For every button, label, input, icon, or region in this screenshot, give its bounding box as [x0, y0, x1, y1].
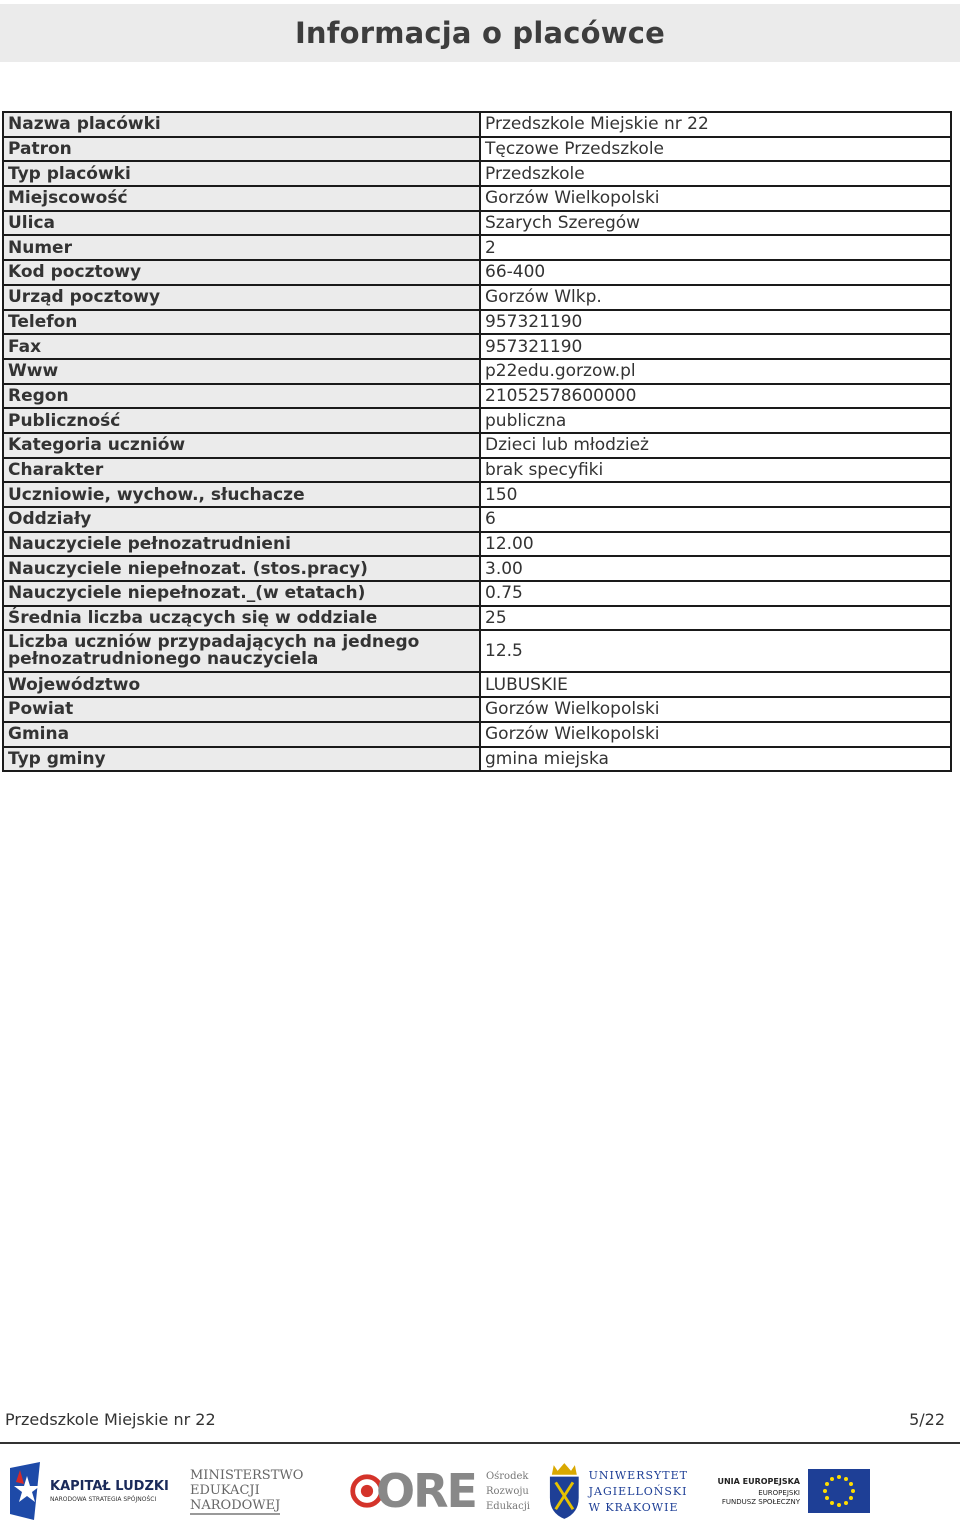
table-row [3, 433, 951, 458]
row-value: gmina miejska [480, 747, 951, 772]
table-row [3, 285, 951, 310]
table-row [3, 408, 951, 433]
footer-divider [0, 1442, 960, 1444]
men-logo [190, 1458, 320, 1524]
row-value: 12.5 [480, 630, 951, 672]
table-row [3, 235, 951, 260]
kapital-ludzki-logo [10, 1458, 170, 1524]
info-table [2, 111, 952, 772]
table-row [3, 334, 951, 359]
row-label: Urząd pocztowy [3, 285, 480, 310]
row-value: Dzieci lub młodzież [480, 433, 951, 458]
row-value: 12.00 [480, 532, 951, 557]
row-value: Gorzów Wielkopolski [480, 697, 951, 722]
row-value: Szarych Szeregów [480, 211, 951, 236]
row-label: Województwo [3, 672, 480, 697]
row-value: Przedszkole [480, 161, 951, 186]
table-row [3, 722, 951, 747]
ore-logo [350, 1458, 530, 1524]
row-label: Fax [3, 334, 480, 359]
table-row [3, 482, 951, 507]
uj-line-3: W KRAKOWIE [588, 1500, 679, 1514]
ore-line-1: Ośrodek [485, 1470, 529, 1482]
row-value: Gorzów Wielkopolski [480, 722, 951, 747]
row-label: Średnia liczba uczących się w oddziale [3, 606, 480, 631]
row-label: Nauczyciele pełnozatrudnieni [3, 532, 480, 557]
table-row [3, 211, 951, 236]
men-line-2: EDUKACJI [190, 1482, 260, 1498]
eu-logo [706, 1458, 871, 1524]
page-number: 5/22 [909, 1410, 945, 1429]
eu-line-3: FUNDUSZ SPOŁECZNY [721, 1497, 800, 1506]
row-value: 150 [480, 482, 951, 507]
row-label: Nauczyciele niepełnozat._(w etatach) [3, 581, 480, 606]
row-label: Regon [3, 384, 480, 409]
ore-line-2: Rozwoju [485, 1485, 529, 1497]
row-label: Www [3, 359, 480, 384]
title-bar [0, 4, 960, 62]
row-label: Numer [3, 235, 480, 260]
page-title: Informacja o placówce [294, 16, 666, 50]
row-value: 6 [480, 507, 951, 532]
uj-logo [548, 1458, 688, 1524]
row-value: Przedszkole Miejskie nr 22 [480, 112, 951, 137]
men-line-1: MINISTERSTWO [190, 1467, 304, 1483]
uj-line-2: JAGIELLOŃSKI [588, 1484, 688, 1498]
www-link[interactable]: p22edu.gorzow.pl [480, 359, 951, 384]
table-row [3, 697, 951, 722]
eu-line-2: EUROPEJSKI [758, 1488, 800, 1497]
row-value: 2 [480, 235, 951, 260]
row-label: Uczniowie, wychow., słuchacze [3, 482, 480, 507]
row-label: Oddziały [3, 507, 480, 532]
table-row [3, 112, 951, 137]
row-label: Typ gminy [3, 747, 480, 772]
table-row [3, 458, 951, 483]
table-row [3, 260, 951, 285]
ore-mark: ORE [375, 1464, 476, 1518]
table-row [3, 186, 951, 211]
table-row [3, 359, 951, 384]
row-label: Ulica [3, 211, 480, 236]
row-label: Nazwa placówki [3, 112, 480, 137]
row-label: Telefon [3, 310, 480, 335]
table-row [3, 532, 951, 557]
table-row [3, 137, 951, 162]
uj-line-1: UNIWERSYTET [588, 1468, 688, 1482]
row-value: 3.00 [480, 556, 951, 581]
row-label: Patron [3, 137, 480, 162]
row-label: Powiat [3, 697, 480, 722]
men-line-3: NARODOWEJ [190, 1497, 281, 1513]
row-label: Miejscowość [3, 186, 480, 211]
table-row [3, 310, 951, 335]
row-value: 0.75 [480, 581, 951, 606]
row-label: Charakter [3, 458, 480, 483]
page-footer [5, 1410, 945, 1429]
table-row [3, 556, 951, 581]
row-value: 957321190 [480, 334, 951, 359]
row-label: Publiczność [3, 408, 480, 433]
table-row [3, 507, 951, 532]
eu-line-1: UNIA EUROPEJSKA [717, 1476, 800, 1486]
row-value: Gorzów Wielkopolski [480, 186, 951, 211]
row-value: 25 [480, 606, 951, 631]
eu-flag-icon [808, 1469, 870, 1513]
table-row [3, 606, 951, 631]
row-value: brak specyfiki [480, 458, 951, 483]
kapital-ludzki-title: KAPITAŁ LUDZKI [50, 1479, 169, 1494]
row-label: Typ placówki [3, 161, 480, 186]
row-value: Gorzów Wlkp. [480, 285, 951, 310]
row-value: publiczna [480, 408, 951, 433]
row-label: Nauczyciele niepełnozat. (stos.pracy) [3, 556, 480, 581]
table-row [3, 747, 951, 772]
row-label: Gmina [3, 722, 480, 747]
table-row [3, 161, 951, 186]
kapital-ludzki-subtitle: NARODOWA STRATEGIA SPÓJNOŚCI [50, 1496, 157, 1503]
row-value: Tęczowe Przedszkole [480, 137, 951, 162]
sponsor-logos [0, 1450, 960, 1530]
table-row [3, 384, 951, 409]
ore-line-3: Edukacji [485, 1500, 530, 1512]
row-label: Kategoria uczniów [3, 433, 480, 458]
table-row [3, 630, 951, 672]
row-label: Liczba uczniów przypadających na jednego pełnozatrudnionego nauczyciela [3, 630, 480, 672]
row-value: 21052578600000 [480, 384, 951, 409]
kapital-ludzki-star-icon [10, 1462, 44, 1520]
table-row [3, 672, 951, 697]
footer-school-name: Przedszkole Miejskie nr 22 [5, 1410, 216, 1429]
table-row [3, 581, 951, 606]
uj-crest-icon [548, 1462, 581, 1520]
row-value: LUBUSKIE [480, 672, 951, 697]
row-label: Kod pocztowy [3, 260, 480, 285]
row-value: 66-400 [480, 260, 951, 285]
row-value: 957321190 [480, 310, 951, 335]
